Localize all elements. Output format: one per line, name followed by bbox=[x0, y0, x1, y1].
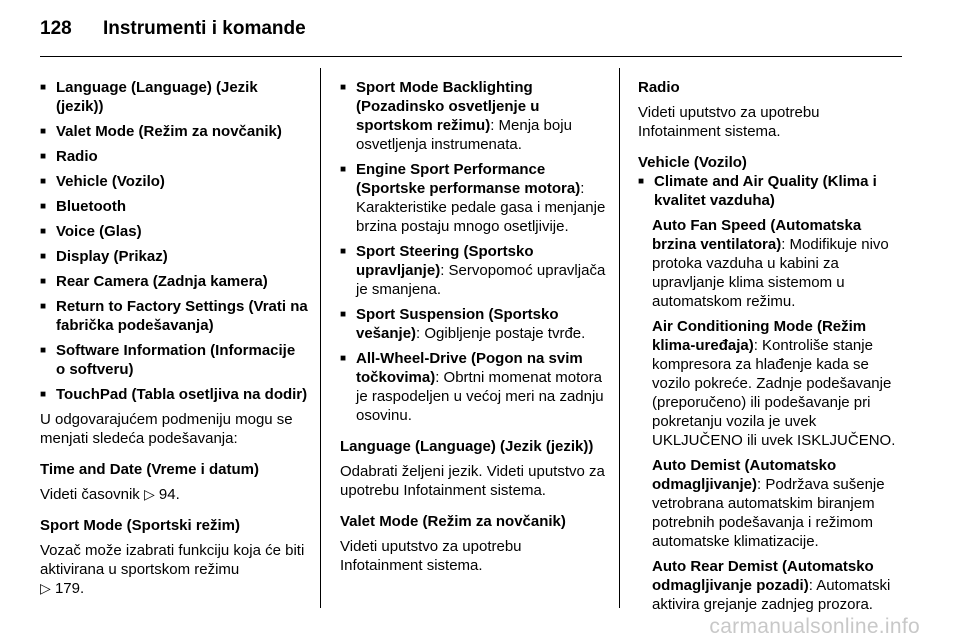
page-ref-link[interactable]: 179. bbox=[54, 580, 85, 597]
list-item: ■ Radio bbox=[40, 147, 308, 166]
page-title: Instrumenti i komande bbox=[102, 18, 306, 39]
page-ref-icon: ▷ bbox=[143, 486, 155, 502]
column-3 bbox=[638, 78, 906, 620]
column-1 bbox=[40, 78, 308, 604]
page-ref-link[interactable]: 94. bbox=[158, 486, 180, 503]
header-rule bbox=[40, 56, 902, 57]
page-ref-icon: ▷ bbox=[40, 580, 51, 596]
radio-heading: Radio bbox=[638, 79, 680, 96]
setting-entry: Auto Demist (Automatsko odmagljivanje): Podržava sušenje vetrobrana automatskim biranjem potrebnih podešavanja i režimom automatske klimatizacije. bbox=[652, 457, 885, 550]
watermark: carmanualsonline.info bbox=[709, 615, 920, 638]
list-item: ■ All-Wheel-Drive (Pogon na svim točkovima): Obrtni momenat motora je raspodeljen u većoj meri na zadnju osovinu. bbox=[340, 349, 608, 425]
sport-options-list bbox=[340, 78, 608, 425]
time-date-heading: Time and Date (Vreme i datum) bbox=[40, 461, 259, 478]
valet-heading: Valet Mode (Režim za novčanik) bbox=[340, 513, 566, 530]
intro-text: U odgovarajućem podmeniju mogu se menjati sledeća podešavanja: bbox=[40, 411, 293, 447]
vehicle-list bbox=[638, 172, 906, 210]
setting-entry: Auto Rear Demist (Automatsko odmagljivanje pozadi): Automatski aktivira grejanje zadnjeg prozora. bbox=[652, 558, 891, 613]
list-item: ■ Software Information (Informacije o softveru) bbox=[40, 341, 308, 379]
list-item: ■ Sport Steering (Sportsko upravljanje): Servopomoć upravljača je smanjena. bbox=[340, 242, 608, 299]
setting-entry: Auto Fan Speed (Automatska brzina ventilatora): Modifikuje nivo protoka vazduha u kabini za upravljanje klima sistemom u automatskom režimu. bbox=[652, 217, 889, 310]
valet-text: Videti uputstvo za upotrebu Infotainment sistema. bbox=[340, 538, 522, 574]
list-item: ■ Engine Sport Performance (Sportske performanse motora): Karakteristike pedale gasa i menjanje brzina postaju mnogo osetljivije. bbox=[340, 160, 608, 236]
sport-mode-heading: Sport Mode (Sportski režim) bbox=[40, 517, 241, 534]
list-item: ■ Sport Mode Backlighting (Pozadinsko osvetljenje u sportskom režimu): Menja boju osvetljenja instrumenata. bbox=[340, 78, 608, 154]
time-date-text: Videti časovnik ▷ 94. bbox=[40, 486, 180, 503]
radio-text: Videti uputstvo za upotrebu Infotainment sistema. bbox=[638, 104, 820, 140]
sport-mode-text: Vozač može izabrati funkciju koja će biti aktivirana u sportskom režimu ▷ 179. bbox=[40, 542, 305, 597]
list-item: ■ Sport Suspension (Sportsko vešanje): Ogibljenje postaje tvrđe. bbox=[340, 305, 608, 343]
column-2 bbox=[340, 78, 608, 581]
vehicle-heading: Vehicle (Vozilo) bbox=[638, 154, 747, 171]
climate-subsettings bbox=[638, 216, 906, 614]
list-item: ■ Valet Mode (Režim za novčanik) bbox=[40, 122, 308, 141]
language-text: Odabrati željeni jezik. Videti uputstvo za upotrebu Infotainment sistema. bbox=[340, 463, 605, 499]
setting-entry: Air Conditioning Mode (Režim klima-uređaja): Kontroliše stanje kompresora za hlađenje kada se vozilo pokreće. Zadnje podešavanje (preporučeno) ili podešavanje pri pokretanju vozila je uvek UKLJUČENO ili uvek ISKLJUČENO. bbox=[652, 318, 896, 449]
list-item: ■ Vehicle (Vozilo) bbox=[40, 172, 308, 191]
list-item: ■ TouchPad (Tabla osetljiva na dodir) bbox=[40, 385, 308, 404]
column-divider-1 bbox=[320, 68, 321, 608]
column-divider-2 bbox=[619, 68, 620, 608]
list-item: ■ Climate and Air Quality (Klima i kvalitet vazduha) bbox=[638, 172, 906, 210]
list-item: ■ Bluetooth bbox=[40, 197, 308, 216]
menu-list bbox=[40, 78, 308, 404]
list-item: ■ Display (Prikaz) bbox=[40, 247, 308, 266]
list-item: ■ Voice (Glas) bbox=[40, 222, 308, 241]
language-heading: Language (Language) (Jezik (jezik)) bbox=[340, 438, 594, 455]
list-item: ■ Language (Language) (Jezik (jezik)) bbox=[40, 78, 308, 116]
page-number: 128 bbox=[40, 18, 72, 39]
list-item: ■ Rear Camera (Zadnja kamera) bbox=[40, 272, 308, 291]
list-item: ■ Return to Factory Settings (Vrati na fabrička podešavanja) bbox=[40, 297, 308, 335]
page-header bbox=[40, 18, 306, 40]
